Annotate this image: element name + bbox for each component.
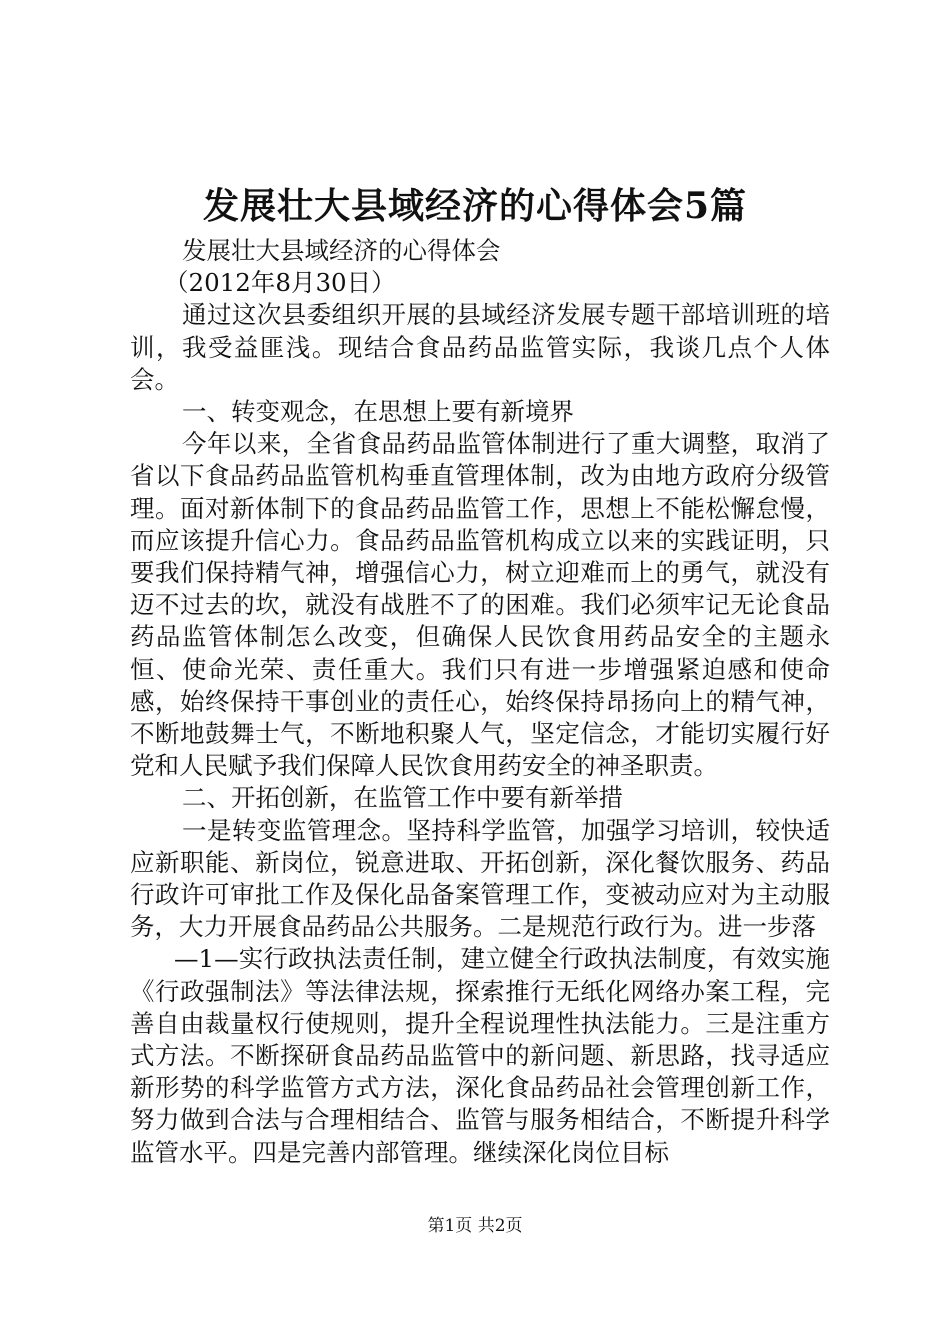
section-1-paragraph: 今年以来，全省食品药品监管体制进行了重大调整，取消了省以下食品药品监管机构垂直管理体制，改为由地方政府分级管理。面对新体制下的食品药品监管工作，思想上不能松懈怠慢，而应该提升信心力。食品药品监管机构成立以来的实践证明，只要我们保持精气神，增强信心力，树立迎难而上的勇气，就没有迈不过去的坎，就没有战胜不了的困难。我们必须牢记无论食品药品监管体制怎么改变，但确保人民饮食用药品安全的主题永恒、使命光荣、责任重大。我们只有进一步增强紧迫感和使命感，始终保持干事创业的责任心，始终保持昂扬向上的精气神，不断地鼓舞士气，不断地积聚人气，坚定信念，才能切实履行好党和人民赋予我们保障人民饮食用药安全的神圣职责。	[130, 429, 830, 781]
intro-paragraph: 通过这次县委组织开展的县域经济发展专题干部培训班的培训，我受益匪浅。现结合食品药品监管实际，我谈几点个人体会。	[130, 300, 830, 394]
date-paragraph: （2012年8月30日）	[164, 268, 396, 298]
document-title: 发展壮大县域经济的心得体会5篇	[202, 185, 748, 227]
section-2-paragraph-1: 一是转变监管理念。坚持科学监管，加强学习培训，较快适应新职能、新岗位，锐意进取、开拓创新，深化餐饮服务、药品行政许可审批工作及保化品备案管理工作，变被动应对为主动服务，大力开展食品药品公共服务。二是规范行政行为。进一步落	[130, 815, 830, 942]
document-body	[130, 235, 830, 1169]
page-footer: 第1页 共2页	[427, 1216, 523, 1236]
subtitle-paragraph: 发展壮大县域经济的心得体会	[182, 236, 501, 265]
section-2-paragraph-2: —1—实行政执法责任制，建立健全行政执法制度，有效实施《行政强制法》等法律法规，探索推行无纸化网络办案工程，完善自由裁量权行使规则，提升全程说理性执法能力。三是注重方式方法。不断探研食品药品监管中的新问题、新思路，找寻适应新形势的科学监管方式方法，深化食品药品社会管理创新工作，努力做到合法与合理相结合、监管与服务相结合，不断提升科学监管水平。四是完善内部管理。继续深化岗位目标	[130, 944, 830, 1167]
section-heading-2: 二、开拓创新，在监管工作中要有新举措	[182, 783, 623, 813]
section-heading-1: 一、转变观念，在思想上要有新境界	[182, 397, 574, 427]
